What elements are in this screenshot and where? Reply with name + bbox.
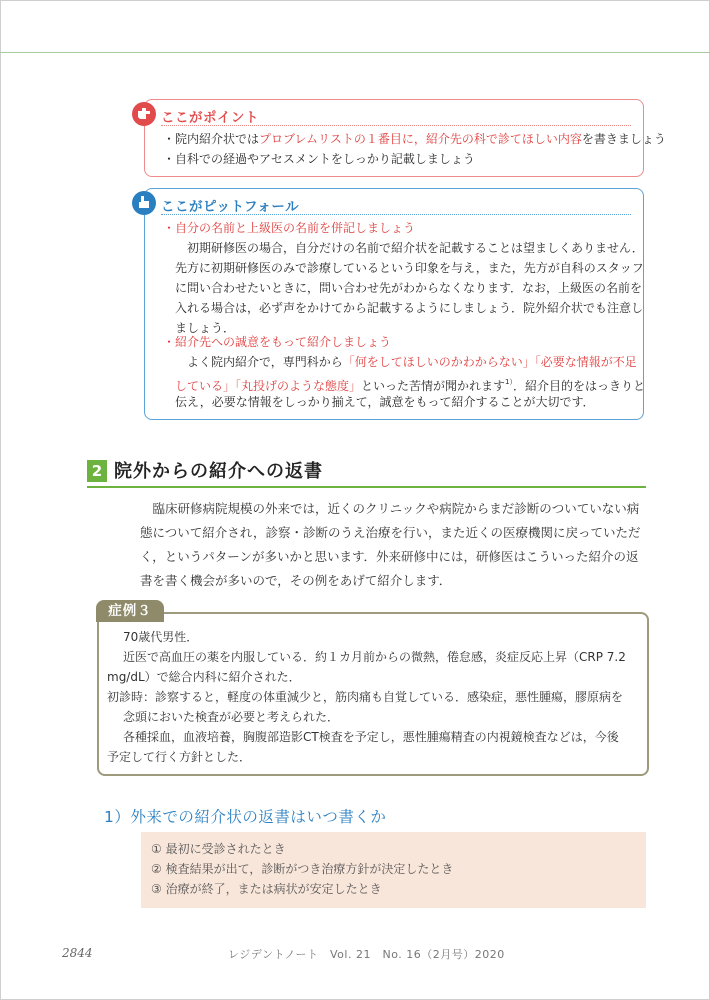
pitfall-text: よく院内紹介で，専門科から「何をしてほしいのかわからない」「必要な情報が不足 — [175, 355, 637, 369]
section-number: 2 — [87, 460, 107, 482]
pitfall-heading-2: ・紹介先への誠意をもって紹介しましょう — [163, 335, 392, 349]
pitfall-box-title: ここがピットフォール — [161, 199, 300, 215]
list-item: ② 検査結果が出て，診断がつき治療方針が決定したとき — [151, 862, 454, 876]
body-paragraph-line: 態について紹介され，診察・診断のうえ治療を行い，また近くの医療機関に戻っていただ — [140, 525, 641, 540]
body-paragraph-line: く，というパターンが多いかと思います．外来研修中には，研修医はこういった紹介の返 — [140, 549, 639, 564]
pointing-hand-icon — [131, 190, 157, 216]
list-item: ① 最初に受診されたとき — [151, 842, 286, 856]
subsection-title: 1）外来での紹介状の返書はいつ書くか — [104, 808, 387, 826]
dotted-divider — [161, 125, 631, 126]
pitfall-text: している」「丸投げのような態度」といった苦情が聞かれます$^{1)}$．紹介目的をはっきりと — [175, 378, 646, 393]
pitfall-text: ましょう． — [175, 321, 236, 335]
page-number: 2844 — [62, 946, 93, 960]
list-item: ③ 治療が終了，または病状が安定したとき — [151, 882, 382, 896]
pitfall-text: に問い合わせたいときに，問い合わせ先がわからなくなります．なお，上級医の名前を — [175, 281, 643, 295]
body-paragraph-line: 臨床研修病院規模の外来では，近くのクリニックや病院からまだ診断のついていない病 — [140, 501, 640, 516]
pitfall-text: 先方に初期研修医のみで診療しているという印象を与え，また，先方が自科のスタッフ — [175, 261, 644, 275]
case-line: 予定して行く方針とした． — [107, 750, 252, 764]
body-paragraph-line: 書を書く機会が多いので，その例をあげて紹介します． — [140, 573, 452, 588]
dotted-divider — [161, 214, 631, 215]
pitfall-box — [144, 188, 644, 420]
point-box-title: ここがポイント — [161, 110, 259, 126]
journal-citation: レジデントノート Vol. 21 No. 16（2月号）2020 — [228, 948, 505, 961]
timing-list — [141, 832, 646, 908]
case-line: 70歳代男性． — [123, 630, 199, 644]
case-line: 初診時：診察すると，軽度の体重減少と，筋肉痛も自覚している．感染症，悪性腫瘍，膠原病を — [107, 690, 624, 704]
point-box — [144, 99, 666, 177]
section-rule — [87, 486, 646, 488]
case-box — [97, 612, 649, 776]
case-line: 念頭においた検査が必要と考えられた． — [123, 710, 340, 724]
case-line: 近医で高血圧の薬を内服している．約１カ月前からの微熱，倦怠感，炎症反応上昇（CRP 7.2 — [123, 650, 626, 664]
header-rule — [0, 52, 710, 53]
case-line: 各種採血，血液培養，胸腹部造影CT検査を予定し，悪性腫瘍精査の内視鏡検査などは，今後 — [123, 730, 619, 744]
pitfall-text: 初期研修医の場合，自分だけの名前で紹介状を記載することは望ましくありません． — [175, 241, 644, 255]
pitfall-text: 入れる場合は，必ず声をかけてから記載するようにしましょう．院外紹介状でも注意し — [175, 301, 644, 315]
case-line: mg/dL）で総合内科に紹介された． — [107, 670, 301, 684]
case-tab: 症例３ — [96, 600, 164, 622]
pointing-hand-icon — [131, 101, 157, 127]
pitfall-text: 伝え，必要な情報をしっかり揃えて，誠意をもって紹介することが大切です． — [175, 395, 595, 409]
section-title: 院外からの紹介への返書 — [114, 461, 323, 482]
point-line-2: ・自科での経過やアセスメントをしっかり記載しましょう — [163, 152, 475, 166]
pitfall-heading-1: ・自分の名前と上級医の名前を併記しましょう — [163, 221, 416, 235]
point-line-1: ・院内紹介状ではプロブレムリストの１番目に，紹介先の科で診てほしい内容を書きましょう — [163, 132, 666, 146]
